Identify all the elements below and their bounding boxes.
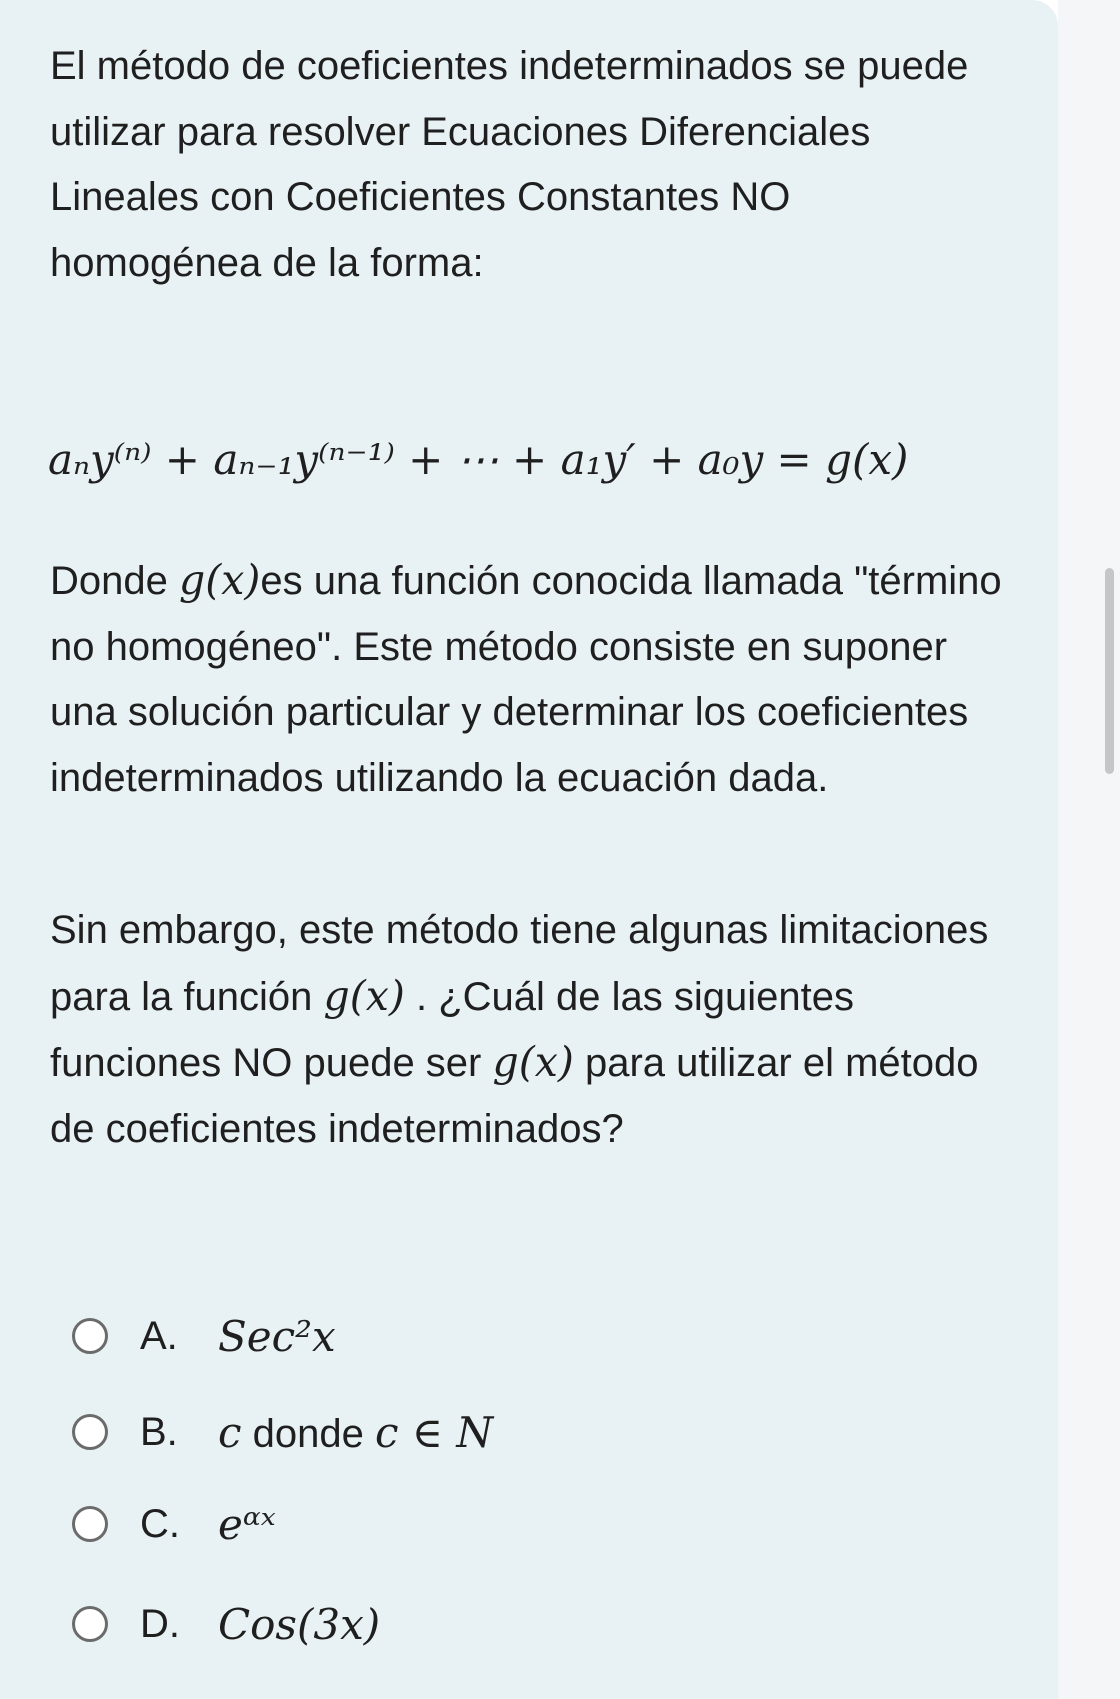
option-letter: B.: [140, 1409, 178, 1454]
option-letter: D.: [140, 1601, 180, 1646]
gx-math: g(x): [492, 1038, 574, 1086]
option-b[interactable]: [72, 1392, 972, 1472]
option-c[interactable]: [72, 1484, 972, 1564]
option-math: c ∈ N: [375, 1407, 494, 1457]
prompt-text-2: . ¿Cuál de las siguientes funciones NO puede ser: [50, 974, 854, 1085]
option-text: eᵅˣ: [218, 1499, 276, 1549]
explanation-prefix: Donde: [50, 559, 179, 603]
scrollbar[interactable]: [1105, 568, 1114, 774]
option-letter: C.: [140, 1501, 180, 1546]
radio-button[interactable]: [72, 1414, 108, 1450]
prompt-text-1: Sin embargo, este método tiene algunas limitaciones para la función: [50, 908, 989, 1019]
option-text: Cos(3x): [218, 1599, 381, 1649]
radio-button[interactable]: [72, 1606, 108, 1642]
option-word: donde: [241, 1411, 375, 1456]
gx-math: g(x): [323, 971, 405, 1020]
option-letter: A.: [140, 1313, 178, 1358]
option-d[interactable]: [72, 1584, 972, 1664]
radio-button[interactable]: [72, 1506, 108, 1542]
question-explanation: [50, 548, 1010, 811]
gx-math: g(x): [178, 556, 261, 604]
page-gutter: [1058, 0, 1120, 1699]
prompt-text-3: para utilizar el método de coeficientes indeterminados?: [50, 1041, 979, 1151]
differential-equation: aₙy⁽ⁿ⁾ + aₙ₋₁y⁽ⁿ⁻¹⁾ + ⋯ + a₁y′ + a₀y = g(x): [48, 435, 909, 484]
question-prompt: [50, 898, 1010, 1162]
explanation-text: es una función conocida llamada "término no homogéneo". Este método consiste en suponer una solución particular y determinar los coeficientes indeterminados utilizando la ecuación dada.: [50, 559, 1002, 800]
question-intro: El método de coeficientes indeterminados se puede utilizar para resolver Ecuaciones Diferenciales Lineales con Coeficientes Constantes NO homogénea de la forma:: [50, 44, 969, 285]
radio-button[interactable]: [72, 1318, 108, 1354]
option-text: Sec²x: [218, 1311, 336, 1361]
option-a[interactable]: [72, 1296, 972, 1376]
option-text: [218, 1408, 493, 1457]
option-var: c: [218, 1407, 242, 1457]
